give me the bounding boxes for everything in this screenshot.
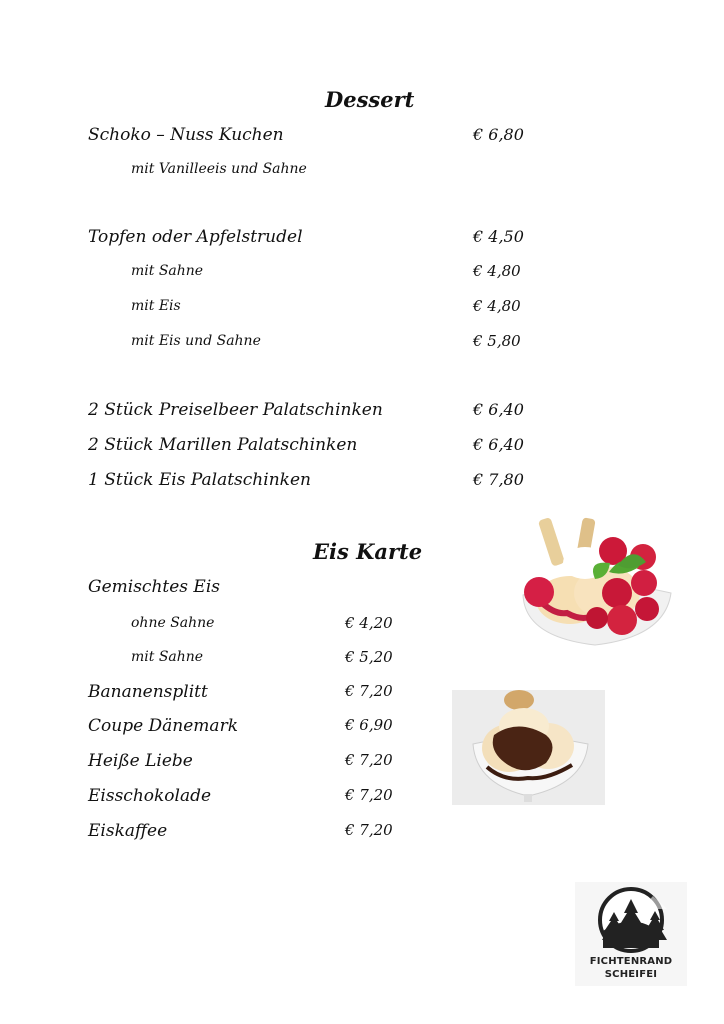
restaurant-logo bbox=[575, 882, 687, 986]
eis-variant-name: ohne Sahne bbox=[131, 615, 215, 631]
eis-item-name: Eisschokolade bbox=[88, 786, 212, 806]
eis-variant-name: mit Sahne bbox=[131, 649, 204, 665]
eis-item-price: € 7,20 bbox=[345, 821, 393, 839]
eis-karte-heading: Eis Karte bbox=[313, 539, 423, 564]
dessert-item-name: 2 Stück Marillen Palatschinken bbox=[88, 435, 358, 455]
eis-item-name: Coupe Dänemark bbox=[88, 716, 238, 736]
eis-item-name: Bananensplitt bbox=[88, 682, 208, 702]
dessert-item-price: € 6,80 bbox=[473, 125, 524, 144]
dessert-item-name: Topfen oder Apfelstrudel bbox=[88, 227, 303, 247]
chocolate-sundae-photo bbox=[452, 690, 605, 805]
logo-line-1: FICHTENRAND bbox=[589, 956, 673, 967]
dessert-heading: Dessert bbox=[325, 87, 415, 112]
eis-variant-price: € 4,20 bbox=[345, 614, 393, 632]
eis-item-name: Gemischtes Eis bbox=[88, 577, 220, 597]
eis-item-name: Heiße Liebe bbox=[88, 751, 193, 771]
dessert-variant-price: € 4,80 bbox=[473, 297, 521, 315]
logo-line-2: SCHEIFEI bbox=[604, 969, 658, 980]
raspberry-sundae-photo bbox=[515, 515, 675, 651]
eis-item-price: € 6,90 bbox=[345, 716, 393, 734]
dessert-item-price: € 6,40 bbox=[473, 400, 524, 419]
dessert-variant-price: € 5,80 bbox=[473, 332, 521, 350]
dessert-item-price: € 4,50 bbox=[473, 227, 524, 246]
eis-item-price: € 7,20 bbox=[345, 682, 393, 700]
dessert-variant-price: € 4,80 bbox=[473, 262, 521, 280]
dessert-item-name: 2 Stück Preiselbeer Palatschinken bbox=[88, 400, 383, 420]
dessert-variant-name: mit Sahne bbox=[131, 263, 204, 279]
eis-item-price: € 7,20 bbox=[345, 751, 393, 769]
dessert-variant-name: mit Eis bbox=[131, 298, 181, 314]
dessert-item-name: Schoko – Nuss Kuchen bbox=[88, 125, 284, 145]
dessert-item-name: 1 Stück Eis Palatschinken bbox=[88, 470, 311, 490]
eis-item-name: Eiskaffee bbox=[88, 821, 168, 841]
dessert-item-subline: mit Vanilleeis und Sahne bbox=[131, 161, 307, 177]
dessert-item-price: € 6,40 bbox=[473, 435, 524, 454]
dessert-item-price: € 7,80 bbox=[473, 470, 524, 489]
dessert-variant-name: mit Eis und Sahne bbox=[131, 333, 261, 349]
eis-item-price: € 7,20 bbox=[345, 786, 393, 804]
eis-variant-price: € 5,20 bbox=[345, 648, 393, 666]
